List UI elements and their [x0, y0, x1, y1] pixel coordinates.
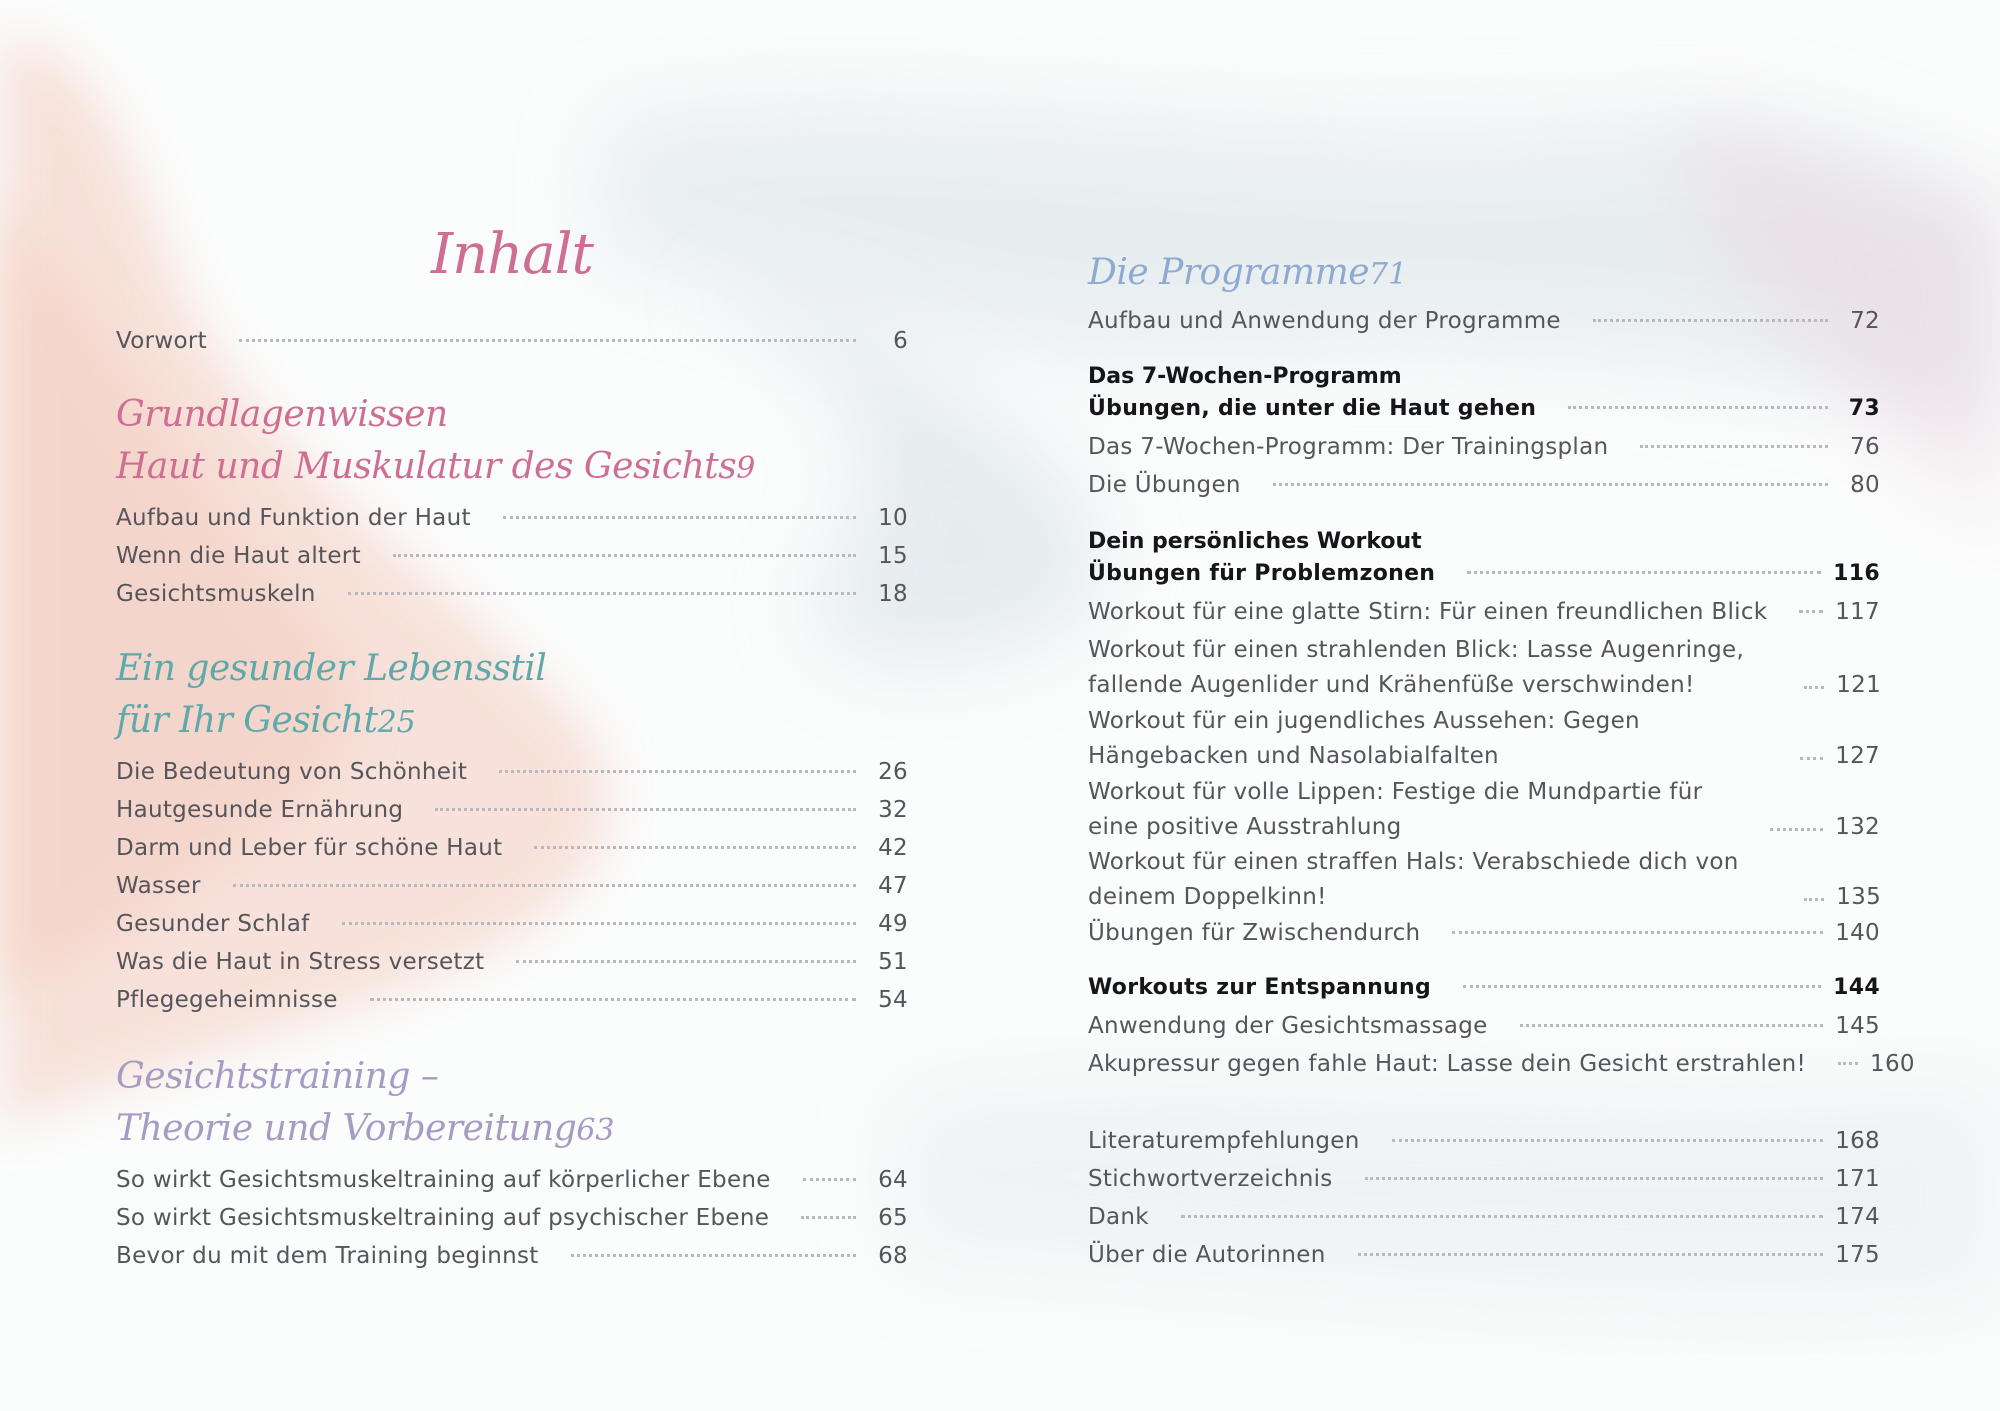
- leader-dots: [499, 770, 856, 773]
- section-heading-programme[interactable]: [1088, 252, 1880, 293]
- toc-entry[interactable]: [116, 755, 908, 789]
- toc-entry[interactable]: [116, 501, 908, 535]
- leader-dots: [435, 808, 856, 811]
- entry-page: 32: [878, 797, 908, 823]
- entry-page: 140: [1835, 920, 1880, 946]
- leader-dots: [1568, 406, 1828, 409]
- entry-page: 15: [878, 543, 908, 569]
- entry-page: 175: [1835, 1242, 1880, 1268]
- entry-label: Dank: [1088, 1204, 1149, 1230]
- entry-label: Über die Autorinnen: [1088, 1242, 1326, 1268]
- leader-dots: [1392, 1139, 1824, 1142]
- entry-label: Darm und Leber für schöne Haut: [116, 835, 503, 861]
- entry-page: 54: [878, 987, 908, 1013]
- toc-entry[interactable]: [1088, 1238, 1880, 1272]
- entry-page: 73: [1848, 396, 1880, 421]
- leader-dots: [803, 1178, 856, 1181]
- entry-page: 49: [878, 911, 908, 937]
- entry-label: Was die Haut in Stress versetzt: [116, 949, 485, 975]
- entry-page: 145: [1835, 1013, 1880, 1039]
- toc-entry[interactable]: [1088, 595, 1880, 629]
- leader-dots: [1463, 985, 1821, 988]
- entry-label: Gesichtsmuskeln: [116, 581, 316, 607]
- leader-dots: [393, 554, 856, 557]
- toc-entry[interactable]: [116, 1239, 908, 1273]
- entry-page: 65: [878, 1205, 908, 1231]
- leader-dots: [1181, 1215, 1823, 1218]
- entry-label: Übungen für Zwischendurch: [1088, 920, 1421, 946]
- toc-entry[interactable]: [1088, 1124, 1880, 1158]
- leader-dots: [1838, 1062, 1858, 1065]
- toc-entry[interactable]: [1088, 775, 1880, 845]
- toc-entry[interactable]: [1088, 916, 1880, 950]
- group-heading-7-wochen[interactable]: [1088, 392, 1880, 426]
- leader-dots: [503, 516, 856, 519]
- toc-entry[interactable]: [116, 1201, 908, 1235]
- entry-label: Anwendung der Gesichtsmassage: [1088, 1013, 1488, 1039]
- toc-entry[interactable]: [116, 539, 908, 573]
- leader-dots: [1804, 898, 1824, 901]
- entry-page: 135: [1836, 884, 1882, 910]
- entry-page: 76: [1850, 434, 1880, 460]
- section-heading-line2: Haut und Muskulatur des Gesichts: [116, 446, 737, 487]
- entry-page: 18: [878, 581, 908, 607]
- entry-label: Übungen für Problemzonen: [1088, 561, 1436, 586]
- toc-entry[interactable]: [1088, 430, 1880, 464]
- entry-label: Workout für ein jugendliches Aussehen: Gegen Hängebacken und Nasolabialfalten: [1088, 708, 1640, 769]
- entry-label: Das 7-Wochen-Programm: Der Trainingsplan: [1088, 434, 1609, 460]
- entry-label: Workouts zur Entspannung: [1088, 975, 1432, 1000]
- section-page: 9: [736, 451, 756, 486]
- entry-label: Akupressur gegen fahle Haut: Lasse dein Gesicht erstrahlen!: [1088, 1051, 1807, 1077]
- leader-dots: [1593, 319, 1828, 322]
- leader-dots: [801, 1216, 856, 1219]
- leader-dots: [516, 960, 856, 963]
- entry-page: 64: [878, 1167, 908, 1193]
- section-heading-line2: Theorie und Vorbereitung: [116, 1108, 577, 1149]
- entry-label: Workout für volle Lippen: Festige die Mundpartie für eine positive Ausstrahlung: [1088, 779, 1703, 840]
- entry-label: Übungen, die unter die Haut gehen: [1088, 396, 1537, 421]
- toc-entry[interactable]: [1088, 304, 1880, 338]
- toc-entry-vorwort[interactable]: [116, 324, 908, 358]
- section-page: 71: [1369, 257, 1408, 292]
- entry-label: Wenn die Haut altert: [116, 543, 361, 569]
- leader-dots: [233, 884, 856, 887]
- section-heading-gesichtstraining[interactable]: [116, 1108, 908, 1149]
- leader-dots: [1804, 686, 1824, 689]
- entry-page: 171: [1835, 1166, 1880, 1192]
- toc-entry[interactable]: [1088, 1009, 1880, 1043]
- entry-label: Workout für einen strahlenden Blick: Lasse Augenringe, fallende Augenlider und Krähenfüße verschwinden!: [1088, 637, 1745, 698]
- leader-dots: [1358, 1253, 1824, 1256]
- toc-entry[interactable]: [1088, 845, 1880, 915]
- section-heading-line1: Ein gesunder Lebensstil: [116, 648, 547, 689]
- section-heading-lebensstil[interactable]: [116, 700, 908, 741]
- entry-page: 160: [1870, 1051, 1915, 1077]
- leader-dots: [1800, 757, 1823, 760]
- leader-dots: [342, 922, 856, 925]
- toc-entry[interactable]: [1088, 1162, 1880, 1196]
- leader-dots: [1520, 1024, 1824, 1027]
- toc-entry[interactable]: [116, 793, 908, 827]
- group-heading-line1: Das 7-Wochen-Programm: [1088, 364, 1402, 389]
- entry-label: Aufbau und Anwendung der Programme: [1088, 308, 1561, 334]
- leader-dots: [1799, 610, 1823, 613]
- toc-entry[interactable]: [116, 983, 908, 1017]
- section-heading-line1: Grundlagenwissen: [116, 394, 448, 435]
- toc-entry[interactable]: [1088, 704, 1880, 774]
- leader-dots: [534, 846, 856, 849]
- section-page: 25: [377, 705, 416, 740]
- entry-label: Aufbau und Funktion der Haut: [116, 505, 471, 531]
- leader-dots: [571, 1254, 856, 1257]
- entry-page: 144: [1833, 975, 1880, 1000]
- entry-label: Gesunder Schlaf: [116, 911, 310, 937]
- leader-dots: [370, 998, 856, 1001]
- entry-label: Die Übungen: [1088, 472, 1241, 498]
- entry-page: 80: [1850, 472, 1880, 498]
- section-heading-grundlagen[interactable]: [116, 446, 908, 487]
- group-heading-entspannung[interactable]: [1088, 971, 1880, 1005]
- entry-page: 127: [1835, 743, 1880, 769]
- toc-entry[interactable]: [116, 945, 908, 979]
- entry-page: 174: [1835, 1204, 1880, 1230]
- entry-page: 117: [1835, 599, 1880, 625]
- entry-label: Stichwortverzeichnis: [1088, 1166, 1333, 1192]
- entry-page: 10: [878, 505, 908, 531]
- toc-entry[interactable]: [116, 831, 908, 865]
- toc-entry[interactable]: [1088, 633, 1880, 703]
- leader-dots: [1452, 931, 1823, 934]
- entry-page: 42: [878, 835, 908, 861]
- entry-label: So wirkt Gesichtsmuskeltraining auf körperlicher Ebene: [116, 1167, 771, 1193]
- entry-page: 121: [1836, 672, 1882, 698]
- leader-dots: [1467, 571, 1821, 574]
- entry-label: Workout für einen straffen Hals: Verabschiede dich von deinem Doppelkinn!: [1088, 849, 1739, 910]
- toc-entry[interactable]: [1088, 1047, 1915, 1081]
- toc-entry[interactable]: [1088, 468, 1880, 502]
- entry-page: 6: [893, 328, 908, 354]
- entry-page: 168: [1835, 1128, 1880, 1154]
- entry-label: Die Bedeutung von Schönheit: [116, 759, 468, 785]
- entry-label: Literaturempfehlungen: [1088, 1128, 1360, 1154]
- entry-label: Pflegegeheimnisse: [116, 987, 338, 1013]
- entry-label: So wirkt Gesichtsmuskeltraining auf psychischer Ebene: [116, 1205, 770, 1231]
- toc-entry[interactable]: [116, 907, 908, 941]
- entry-label: Hautgesunde Ernährung: [116, 797, 404, 823]
- entry-page: 26: [878, 759, 908, 785]
- section-page: 63: [576, 1113, 615, 1148]
- section-heading-line2: für Ihr Gesicht: [116, 700, 378, 741]
- entry-label: Wasser: [116, 873, 201, 899]
- group-heading-workout[interactable]: [1088, 557, 1880, 591]
- leader-dots: [1273, 483, 1828, 486]
- section-heading: Die Programme: [1088, 252, 1370, 293]
- entry-label: Workout für eine glatte Stirn: Für einen freundlichen Blick: [1088, 599, 1768, 625]
- entry-label: Vorwort: [116, 328, 207, 354]
- leader-dots: [348, 592, 856, 595]
- entry-page: 51: [878, 949, 908, 975]
- entry-page: 68: [878, 1243, 908, 1269]
- leader-dots: [1365, 1177, 1824, 1180]
- toc-entry[interactable]: [116, 869, 908, 903]
- entry-page: 47: [878, 873, 908, 899]
- leader-dots: [1770, 828, 1823, 831]
- entry-page: 116: [1833, 561, 1880, 586]
- toc-entry[interactable]: [116, 577, 908, 611]
- entry-page: 132: [1835, 814, 1880, 840]
- toc-entry[interactable]: [116, 1163, 908, 1197]
- section-heading-line1: Gesichtstraining –: [116, 1056, 439, 1097]
- leader-dots: [239, 339, 856, 342]
- toc-entry[interactable]: [1088, 1200, 1880, 1234]
- leader-dots: [1640, 445, 1828, 448]
- toc-title: Inhalt: [430, 222, 594, 287]
- group-heading-line1: Dein persönliches Workout: [1088, 529, 1422, 554]
- entry-label: Bevor du mit dem Training beginnst: [116, 1243, 539, 1269]
- entry-page: 72: [1850, 308, 1880, 334]
